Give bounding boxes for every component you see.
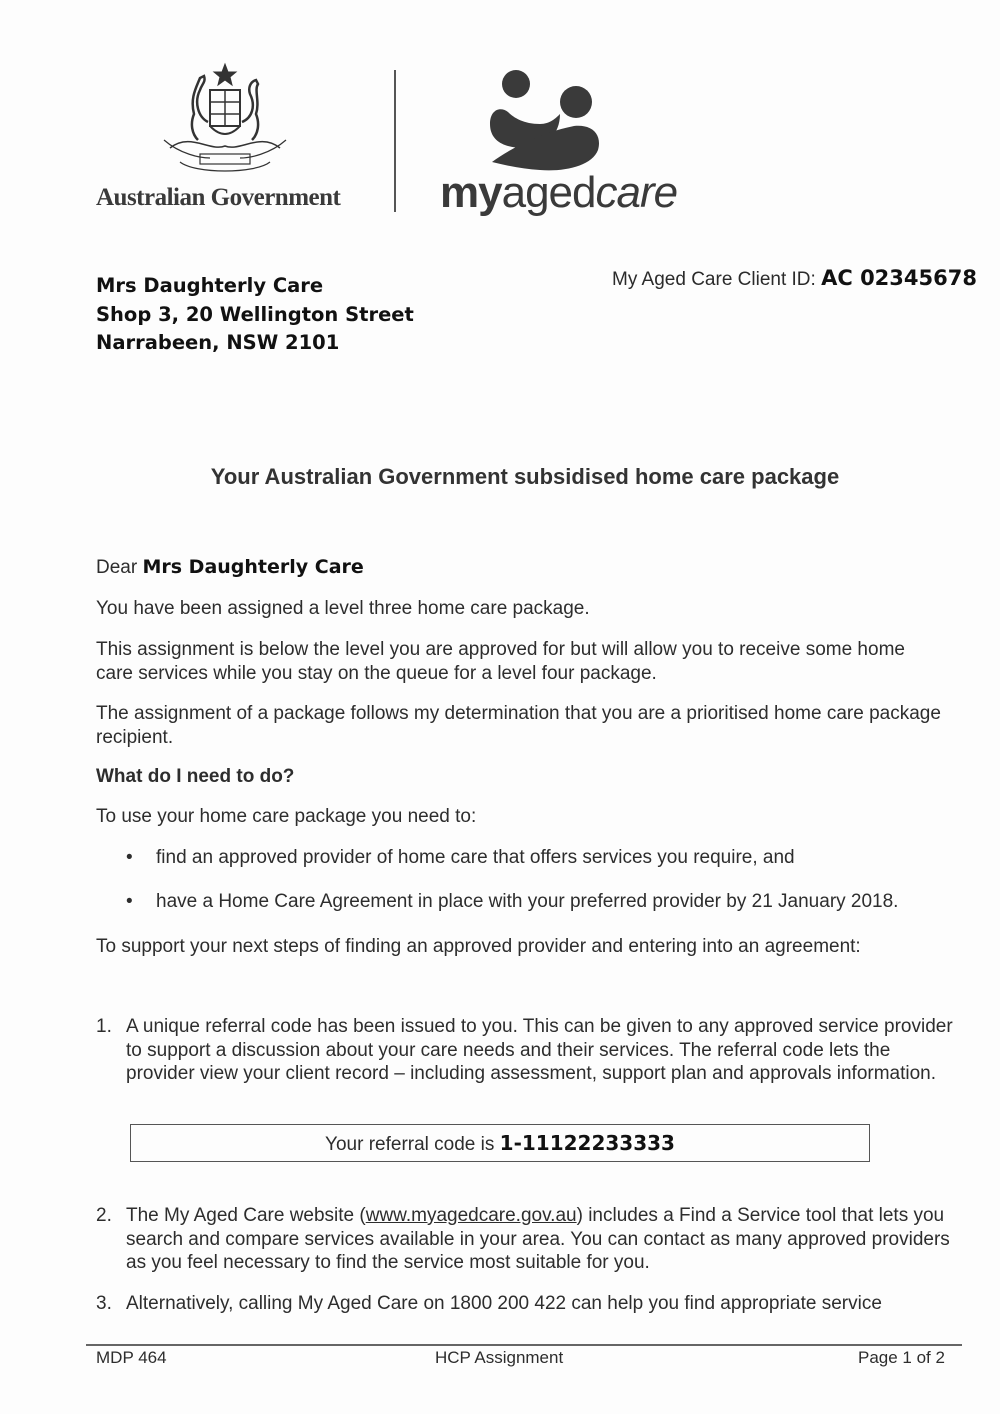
referral-code-box bbox=[130, 1124, 870, 1162]
paragraph-3: The assignment of a package follows my determination that you are a prioritised home care package recipient. bbox=[96, 703, 941, 748]
government-name: Australian Government bbox=[96, 184, 341, 211]
paragraph-1: You have been assigned a level three home care package. bbox=[96, 598, 590, 619]
my-aged-care-wordmark: myagedcare bbox=[440, 168, 678, 217]
footer-divider bbox=[86, 1344, 962, 1346]
bullet-icon: • bbox=[126, 847, 133, 868]
client-id-label: My Aged Care Client ID: bbox=[612, 269, 822, 290]
australian-government-crest-icon bbox=[150, 62, 300, 182]
bullet-icon: • bbox=[126, 891, 133, 912]
salutation: Dear Mrs Daughterly Care bbox=[96, 556, 364, 578]
paragraph-2: This assignment is below the level you are approved for but will allow you to receive some home care services while you stay on the queue for a level four package. bbox=[96, 639, 905, 684]
recipient-name: Mrs Daughterly Care bbox=[96, 274, 324, 297]
referral-code: 1-11122233333 bbox=[499, 1131, 675, 1155]
paragraph-5: To support your next steps of finding an approved provider and entering into an agreement: bbox=[96, 936, 861, 957]
section-heading: What do I need to do? bbox=[96, 766, 295, 787]
page-number: Page 1 of 2 bbox=[858, 1348, 945, 1367]
referral-label: Your referral code is bbox=[325, 1134, 500, 1155]
my-aged-care-people-logo-icon bbox=[484, 66, 604, 176]
logo-divider bbox=[394, 70, 396, 212]
footer-title: HCP Assignment bbox=[435, 1348, 564, 1367]
salutation-name: Mrs Daughterly Care bbox=[142, 556, 364, 578]
paragraph-4: To use your home care package you need to: bbox=[96, 806, 477, 827]
address-line-2: Narrabeen, NSW 2101 bbox=[96, 331, 340, 354]
address-line-1: Shop 3, 20 Wellington Street bbox=[96, 302, 414, 326]
client-id-value: AC 02345678 bbox=[821, 266, 977, 290]
form-code: MDP 464 bbox=[96, 1348, 167, 1367]
recipient-address bbox=[96, 272, 414, 358]
client-id bbox=[612, 266, 977, 291]
my-aged-care-website-link[interactable]: www.myagedcare.gov.au bbox=[365, 1205, 577, 1226]
letter-title: Your Australian Government subsidised home care package bbox=[210, 464, 840, 489]
